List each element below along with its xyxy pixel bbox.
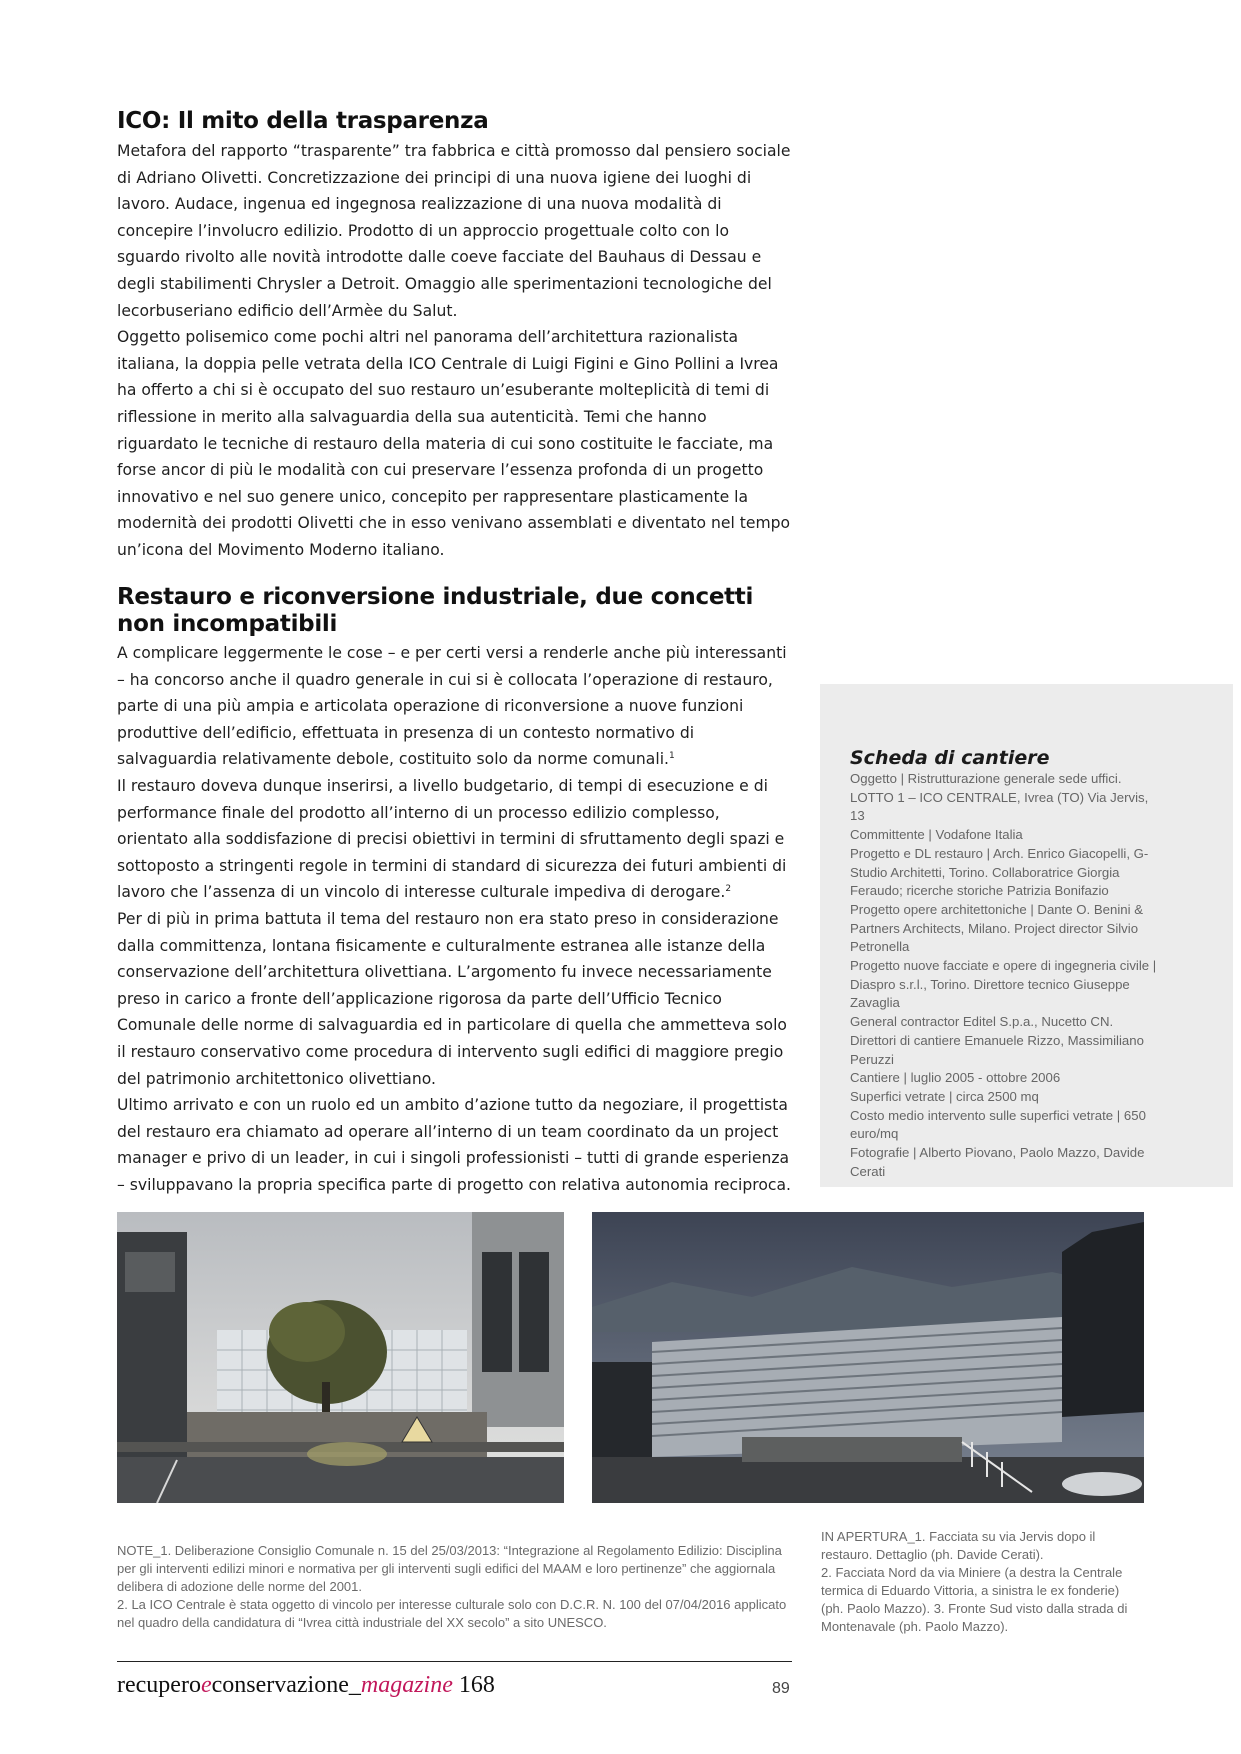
section2-paragraph-4: Ultimo arrivato e con un ruolo ed un ambito d’azione tutto da negoziare, il progettista del restauro era chiamato ad operare all’interno di un team coordinato da un project manager e privo di un leader, in cui i singoli professionisti – tutti di grande esperienza – sviluppavano la propria specifica parte di progetto con relativa autonomia reciproca. <box>117 1096 791 1194</box>
photo-facciata-via-jervis <box>117 1212 564 1503</box>
footnote-ref-2: 2 <box>725 884 732 895</box>
scheda-line: Committente | Vodafone Italia <box>850 827 1023 843</box>
issue-number: 168 <box>458 1672 495 1698</box>
scheda-line: Superfici vetrate | circa 2500 mq <box>850 1088 1039 1104</box>
scheda-line: Costo medio intervento sulle superfici vetrate | 650 euro/mq <box>850 1107 1146 1142</box>
section2-paragraph-1-text: A complicare leggermente le cose – e per certi versi a renderle anche più interessanti – ha concorso anche il quadro generale in cui si è collocata l’operazione di restauro, parte di una più ampia e articolata operazione di riconversione a nuove funzioni produttive dell’edificio, effettuata in presenza di un contesto normativo di salvaguardia relativamente debole, costituito solo da norme comunali. <box>117 644 787 769</box>
scheda-title: Scheda di cantiere <box>850 747 1050 769</box>
footnote-2: 2. La ICO Centrale è stata oggetto di vincolo per interesse culturale solo con D.C.R. N. 100 del 07/04/2016 applicato nel quadro della candidatura di “Ivrea città industriale del XX secolo” a sito UNESCO. <box>117 1597 787 1630</box>
scheda-line: Oggetto | Ristrutturazione generale sede uffici. LOTTO 1 – ICO CENTRALE, Ivrea (TO) Via Jervis, 13 <box>850 771 1149 824</box>
magazine-logo <box>117 1672 495 1699</box>
photo-street-image <box>117 1212 564 1503</box>
photo-facciata-nord <box>592 1212 1144 1503</box>
photo-captions <box>821 1528 1141 1636</box>
photo-facade-image <box>592 1212 1144 1503</box>
section2-paragraph-1 <box>117 640 792 773</box>
section2-paragraph-3: Per di più in prima battuta il tema del restauro non era stato preso in considerazione dalla committenza, lontana fisicamente e culturalmente estranea alle istanze della conservazione dell’architettura olivettiana. L’argomento fu invece necessariamente preso in carico a fronte dell’applicazione rigorosa da parte dell’Ufficio Tecnico Comunale delle norme di salvaguardia ed in particolare di quella che ammetteva solo il restauro conservativo come procedura di intervento sugli edifici di maggiore pregio del patrimonio architettonico olivettiano. <box>117 909 787 1088</box>
logo-part-e: e <box>200 1672 212 1698</box>
scheda-line: Fotografie | Alberto Piovano, Paolo Mazzo, Davide Cerati <box>850 1145 1145 1179</box>
section1-paragraph-2: Oggetto polisemico come pochi altri nel panorama dell’architettura razionalista italiana, la doppia pelle vetrata della ICO Centrale di Luigi Figini e Gino Pollini a Ivrea ha offerto a chi si è occupato del suo restauro un’esuberante molteplicità di temi di riflessione in merito alla salvaguardia della sua autenticità. Temi che hanno riguardato le tecniche di restauro della materia di cui sono costituite le facciate, ma forse ancor di più le modalità con cui preservare l’essenza profonda di un progetto innovativo e nel suo genere unico, concepito per rappresentare plasticamente la modernità dei prodotti Olivetti che in esso venivano assemblati e diventato nel tempo un’icona del Movimento Moderno italiano. <box>117 328 791 559</box>
footnote-ref-1: 1 <box>668 751 675 762</box>
section1-paragraph-1: Metafora del rapporto “trasparente” tra fabbrica e città promosso dal pensiero sociale di Adriano Olivetti. Concretizzazione dei principi di una nuova igiene dei luoghi di lavoro. Audace, ingenua ed ingegnosa realizzazione di una nuova modalità di concepire l’involucro edilizio. Prodotto di un approccio progettuale colto con lo sguardo rivolto alle novità introdotte dalle coeve facciate del Bauhaus di Dessau e degli stabilimenti Chrysler a Detroit. Omaggio alle sperimentazioni tecnologiche del lecorbuseriano edificio dell’Armèe du Salut. <box>117 142 791 320</box>
scheda-line: Progetto e DL restauro | Arch. Enrico Giacopelli, G-Studio Architetti, Torino. Collaboratrice Giorgia Feraudo; ricerche storiche Patrizia Bonifazio <box>850 845 1149 899</box>
scheda-line: Progetto nuove facciate e opere di ingegneria civile | Diaspro s.r.l., Torino. Direttore tecnico Giuseppe Zavaglia <box>850 958 1157 1011</box>
section-title-ico: ICO: Il mito della trasparenza <box>117 108 489 134</box>
caption-1: IN APERTURA_1. Facciata su via Jervis dopo il restauro. Dettaglio (ph. Davide Cerati). <box>821 1529 1096 1562</box>
section1-body <box>117 138 792 564</box>
section2-paragraph-2-text: Il restauro doveva dunque inserirsi, a livello budgetario, di tempi di esecuzione e di performance finale del prodotto all’interno di un processo edilizio complesso, orientato alla soddisfazione di precisi obiettivi in termini di sfruttamento degli spazi e sottoposto a stringenti regole in termini di standard di sicurezza dei futuri ambienti di lavoro che l’assenza di un vincolo di interesse culturale impediva di derogare. <box>117 776 787 902</box>
section2-paragraph-2 <box>117 773 792 906</box>
page-number: 89 <box>772 1680 790 1697</box>
scheda-line: Progetto opere architettoniche | Dante O. Benini & Partners Architects, Milano. Project director Silvio Petronella <box>850 901 1143 955</box>
footnotes <box>117 1542 792 1632</box>
scheda-line: Cantiere | luglio 2005 - ottobre 2006 <box>850 1070 1061 1086</box>
scheda-content <box>850 746 1158 1181</box>
caption-2: 2. Facciata Nord da via Miniere (a destra la Centrale termica di Eduardo Vittoria, a sinistra le ex fonderie) (ph. Paolo Mazzo). 3. Fronte Sud visto dalla strada di Montenavale (ph. Paolo Mazzo). <box>821 1565 1128 1634</box>
section2-body <box>117 640 792 1198</box>
logo-part-conservazione: conservazione_ <box>211 1672 361 1698</box>
scheda-di-cantiere-box <box>820 684 1233 1187</box>
footer-rule <box>117 1661 792 1662</box>
footnote-1: NOTE_1. Deliberazione Consiglio Comunale n. 15 del 25/03/2013: “Integrazione al Regolamento Edilizio: Disciplina per gli interventi edilizi minori e normativa per gli interventi sugli edifici del MAAM e loro pertinenze” che aggiornala delibera di adozione delle norme del 2001. <box>117 1543 782 1594</box>
logo-part-recupero: recupero <box>117 1672 201 1698</box>
section-title-restauro: Restauro e riconversione industriale, due concetti non incompatibili <box>117 584 754 637</box>
scheda-line: General contractor Editel S.p.a., Nucetto CN. Direttori di cantiere Emanuele Rizzo, Massimiliano Peruzzi <box>850 1014 1144 1067</box>
logo-part-magazine: magazine <box>360 1672 453 1698</box>
